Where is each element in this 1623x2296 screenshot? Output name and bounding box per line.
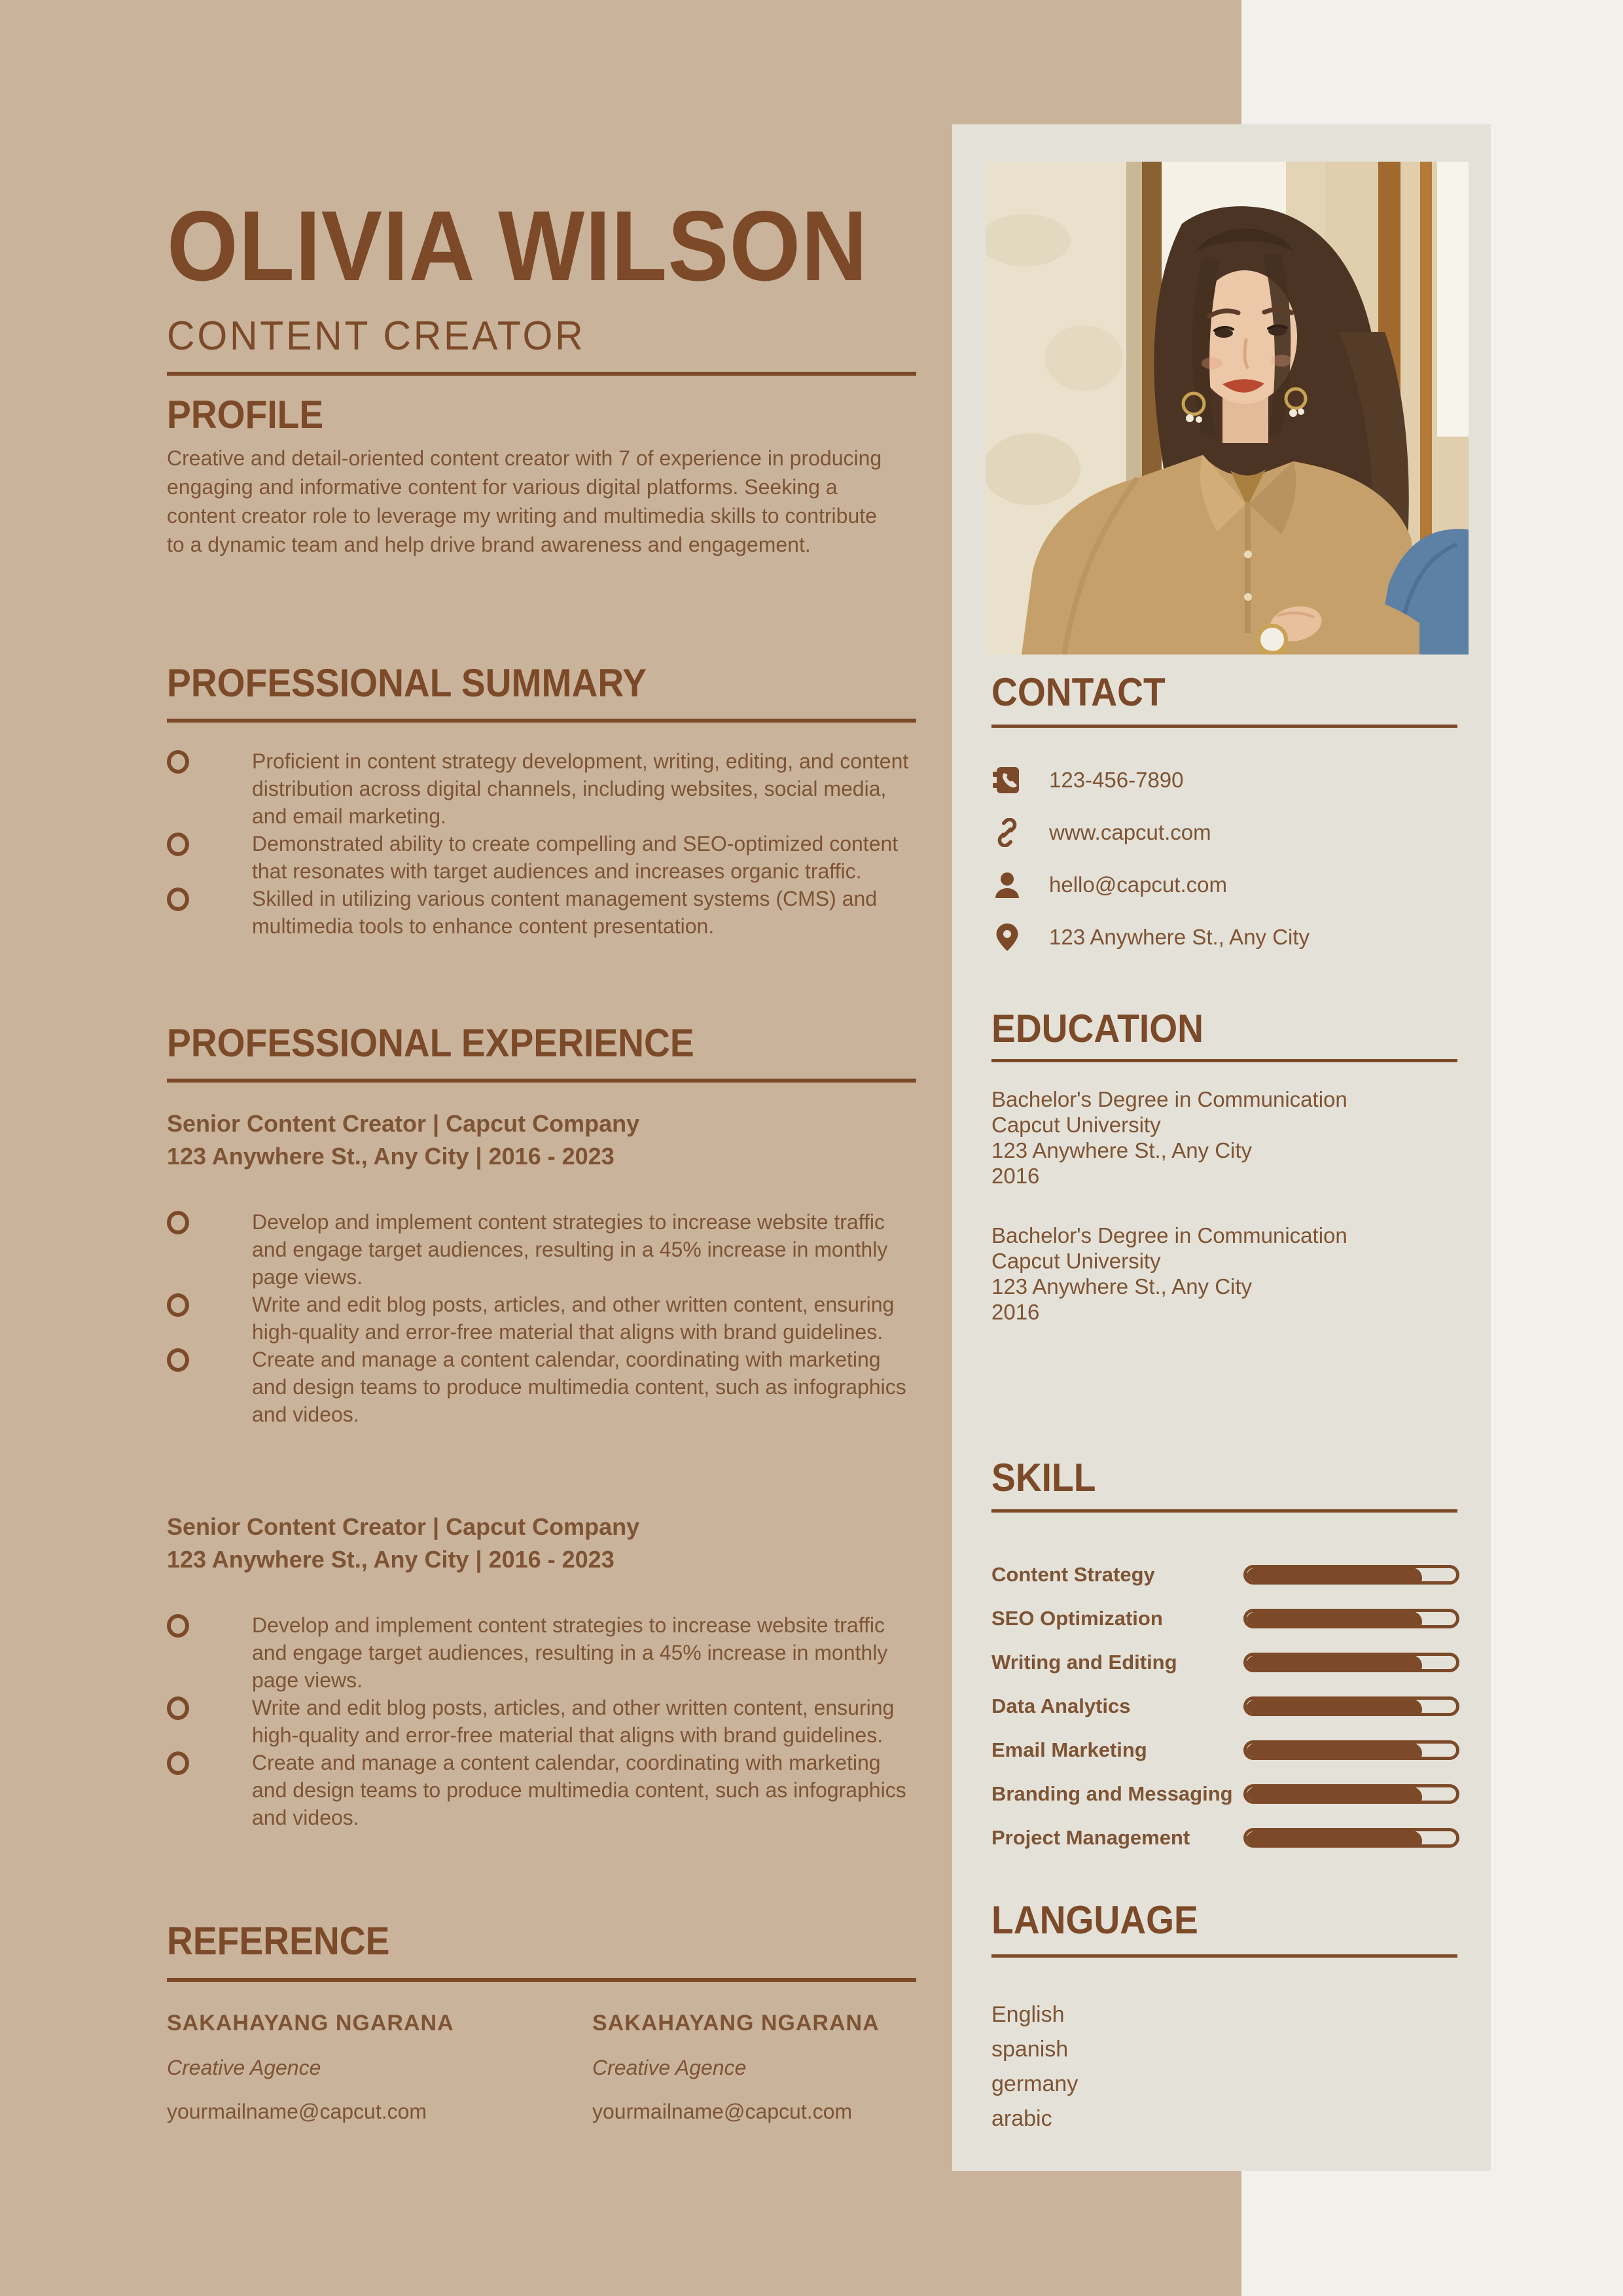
language-list xyxy=(991,1998,1078,2136)
skill-bar xyxy=(1243,1828,1459,1848)
education-divider xyxy=(991,1059,1457,1062)
profile-text: Creative and detail-oriented content creator with 7 of experience in producing engaging and informative content for various digital platforms. Seeking a content creator role to leverage my writing and multimedia skills to contribute to a dynamic team and help drive brand awareness and engagement. xyxy=(167,446,882,556)
job-bullet-text: Create and manage a content calendar, coordinating with marketing and design teams to produce multimedia content, such as infographics and videos. xyxy=(252,1751,906,1829)
reference-name: SAKAHAYANG NGARANA xyxy=(592,2011,880,2036)
language-heading: LANGUAGE xyxy=(991,1898,1198,1942)
skill-row xyxy=(991,1772,1459,1816)
bullet-circle-icon xyxy=(167,833,189,856)
language-item: arabic xyxy=(991,2106,1052,2131)
skill-row xyxy=(991,1816,1459,1859)
job-bullet xyxy=(167,1291,919,1346)
summary-bullet-text: Demonstrated ability to create compelling and SEO-optimized content that resonates with target audiences and increases organic traffic. xyxy=(252,832,899,883)
experience-heading: PROFESSIONAL EXPERIENCE xyxy=(167,1021,694,1065)
job-bullet xyxy=(167,1749,919,1831)
contact-item xyxy=(993,859,1459,911)
contact-divider xyxy=(991,725,1457,728)
link-icon xyxy=(993,818,1022,847)
job-bullet-text: Create and manage a content calendar, coordinating with marketing and design teams to produce multimedia content, such as infographics and videos. xyxy=(252,1348,906,1426)
skill-bar-fill xyxy=(1246,1655,1422,1672)
job-bullet-text: Write and edit blog posts, articles, and other written content, ensuring high-quality and error-free material that aligns with brand guidelines. xyxy=(252,1293,895,1344)
person-icon xyxy=(993,870,1022,899)
education-entry xyxy=(991,1223,1457,1325)
job-block xyxy=(167,1107,639,1173)
skill-bar-fill xyxy=(1246,1831,1422,1848)
reference-entry xyxy=(592,2011,880,2124)
sidebar-panel xyxy=(952,124,1491,2171)
bullet-circle-icon xyxy=(167,1348,189,1372)
bullet-circle-icon xyxy=(167,888,189,911)
job-bullet xyxy=(167,1208,919,1291)
page-title: OLIVIA WILSON xyxy=(167,190,868,302)
skill-row xyxy=(991,1684,1459,1728)
education-school: Capcut University xyxy=(991,1249,1161,1273)
reference-divider xyxy=(167,1978,916,1982)
profile-heading: PROFILE xyxy=(167,393,324,437)
reference-email[interactable]: yourmailname@capcut.com xyxy=(592,2100,853,2123)
skill-label: Writing and Editing xyxy=(991,1650,1177,1674)
job-meta-line: 123 Anywhere St., Any City | 2016 - 2023 xyxy=(167,1143,615,1170)
phone-icon xyxy=(993,766,1022,795)
job-bullet-text: Write and edit blog posts, articles, and other written content, ensuring high-quality and error-free material that aligns with brand guidelines. xyxy=(252,1696,895,1747)
reference-company: Creative Agence xyxy=(167,2056,321,2079)
skill-bar xyxy=(1243,1784,1459,1804)
skill-bar xyxy=(1243,1696,1459,1716)
bullet-circle-icon xyxy=(167,1696,189,1720)
skill-bar-fill xyxy=(1246,1611,1422,1628)
job-title: CONTENT CREATOR xyxy=(167,314,586,359)
skill-label: Project Management xyxy=(991,1825,1190,1849)
skill-bar xyxy=(1243,1565,1459,1585)
summary-heading: PROFESSIONAL SUMMARY xyxy=(167,661,647,705)
skill-row xyxy=(991,1728,1459,1772)
contact-website[interactable]: www.capcut.com xyxy=(1049,820,1211,844)
skill-bar xyxy=(1243,1740,1459,1760)
skill-bar xyxy=(1243,1609,1459,1628)
skill-bar-fill xyxy=(1246,1743,1422,1760)
job-block xyxy=(167,1511,639,1576)
reference-email[interactable]: yourmailname@capcut.com xyxy=(167,2100,427,2123)
skill-label: Data Analytics xyxy=(991,1694,1131,1717)
summary-bullet-text: Skilled in utilizing various content management systems (CMS) and multimedia tools to enhance content presentation. xyxy=(252,887,878,938)
job-bullet-text: Develop and implement content strategies to increase website traffic and engage target audiences, resulting in a 45% increase in monthly page views. xyxy=(252,1613,888,1692)
skill-bar-fill xyxy=(1246,1699,1422,1716)
bullet-circle-icon xyxy=(167,1614,189,1638)
education-year: 2016 xyxy=(991,1300,1040,1324)
location-icon xyxy=(993,923,1022,952)
language-divider xyxy=(991,1954,1457,1958)
contact-phone: 123-456-7890 xyxy=(1049,768,1184,792)
skill-label: SEO Optimization xyxy=(991,1606,1163,1630)
bullet-circle-icon xyxy=(167,1211,189,1234)
education-year: 2016 xyxy=(991,1164,1040,1188)
summary-list xyxy=(167,747,919,940)
skill-bar-fill xyxy=(1246,1787,1422,1804)
job-meta-line: 123 Anywhere St., Any City | 2016 - 2023 xyxy=(167,1546,615,1573)
summary-bullet xyxy=(167,885,919,940)
profile-photo xyxy=(986,162,1469,655)
reference-company: Creative Agence xyxy=(592,2056,747,2079)
job-bullet xyxy=(167,1694,919,1749)
summary-bullet xyxy=(167,830,919,885)
contact-email[interactable]: hello@capcut.com xyxy=(1049,872,1227,897)
job-bullet-text: Develop and implement content strategies to increase website traffic and engage target audiences, resulting in a 45% increase in monthly page views. xyxy=(252,1210,888,1289)
skill-label: Email Marketing xyxy=(991,1738,1147,1761)
job-bullet-list xyxy=(167,1208,919,1428)
summary-divider xyxy=(167,719,916,723)
contact-item xyxy=(993,911,1459,963)
education-heading: EDUCATION xyxy=(991,1007,1204,1050)
contact-item xyxy=(993,754,1459,806)
language-item: spanish xyxy=(991,2037,1069,2062)
skill-heading: SKILL xyxy=(991,1456,1096,1499)
education-degree: Bachelor's Degree in Communication xyxy=(991,1223,1347,1247)
job-title-line: Senior Content Creator | Capcut Company xyxy=(167,1513,640,1540)
bullet-circle-icon xyxy=(167,750,189,774)
job-bullet xyxy=(167,1346,919,1428)
language-item: English xyxy=(991,2002,1065,2027)
contact-item xyxy=(993,806,1459,859)
skill-bar-fill xyxy=(1246,1568,1422,1585)
education-address: 123 Anywhere St., Any City xyxy=(991,1138,1253,1162)
contact-address: 123 Anywhere St., Any City xyxy=(1049,925,1310,949)
skill-divider xyxy=(991,1509,1457,1513)
reference-entry xyxy=(167,2011,454,2124)
profile-photo-illustration xyxy=(986,162,1469,655)
skill-bar xyxy=(1243,1653,1459,1672)
education-entry xyxy=(991,1086,1457,1189)
reference-heading: REFERENCE xyxy=(167,1919,390,1963)
job-bullet-list xyxy=(167,1611,919,1831)
skill-label: Branding and Messaging xyxy=(991,1782,1233,1805)
job-title-line: Senior Content Creator | Capcut Company xyxy=(167,1110,640,1137)
job-bullet xyxy=(167,1611,919,1694)
skill-row xyxy=(991,1552,1459,1596)
header-divider xyxy=(167,372,916,376)
bullet-circle-icon xyxy=(167,1293,189,1317)
skill-row xyxy=(991,1640,1459,1684)
experience-divider xyxy=(167,1079,916,1083)
summary-bullet xyxy=(167,747,919,830)
reference-name: SAKAHAYANG NGARANA xyxy=(167,2011,454,2036)
skill-label: Content Strategy xyxy=(991,1562,1155,1586)
education-school: Capcut University xyxy=(991,1113,1161,1137)
contact-heading: CONTACT xyxy=(991,670,1166,714)
skill-list xyxy=(991,1552,1459,1859)
skill-row xyxy=(991,1596,1459,1640)
summary-bullet-text: Proficient in content strategy development, writing, editing, and content distribution across digital channels, including websites, social media, and email marketing. xyxy=(252,749,909,828)
contact-list xyxy=(993,754,1459,963)
education-degree: Bachelor's Degree in Communication xyxy=(991,1087,1347,1111)
language-item: germany xyxy=(991,2072,1079,2096)
bullet-circle-icon xyxy=(167,1751,189,1775)
education-address: 123 Anywhere St., Any City xyxy=(991,1274,1253,1299)
